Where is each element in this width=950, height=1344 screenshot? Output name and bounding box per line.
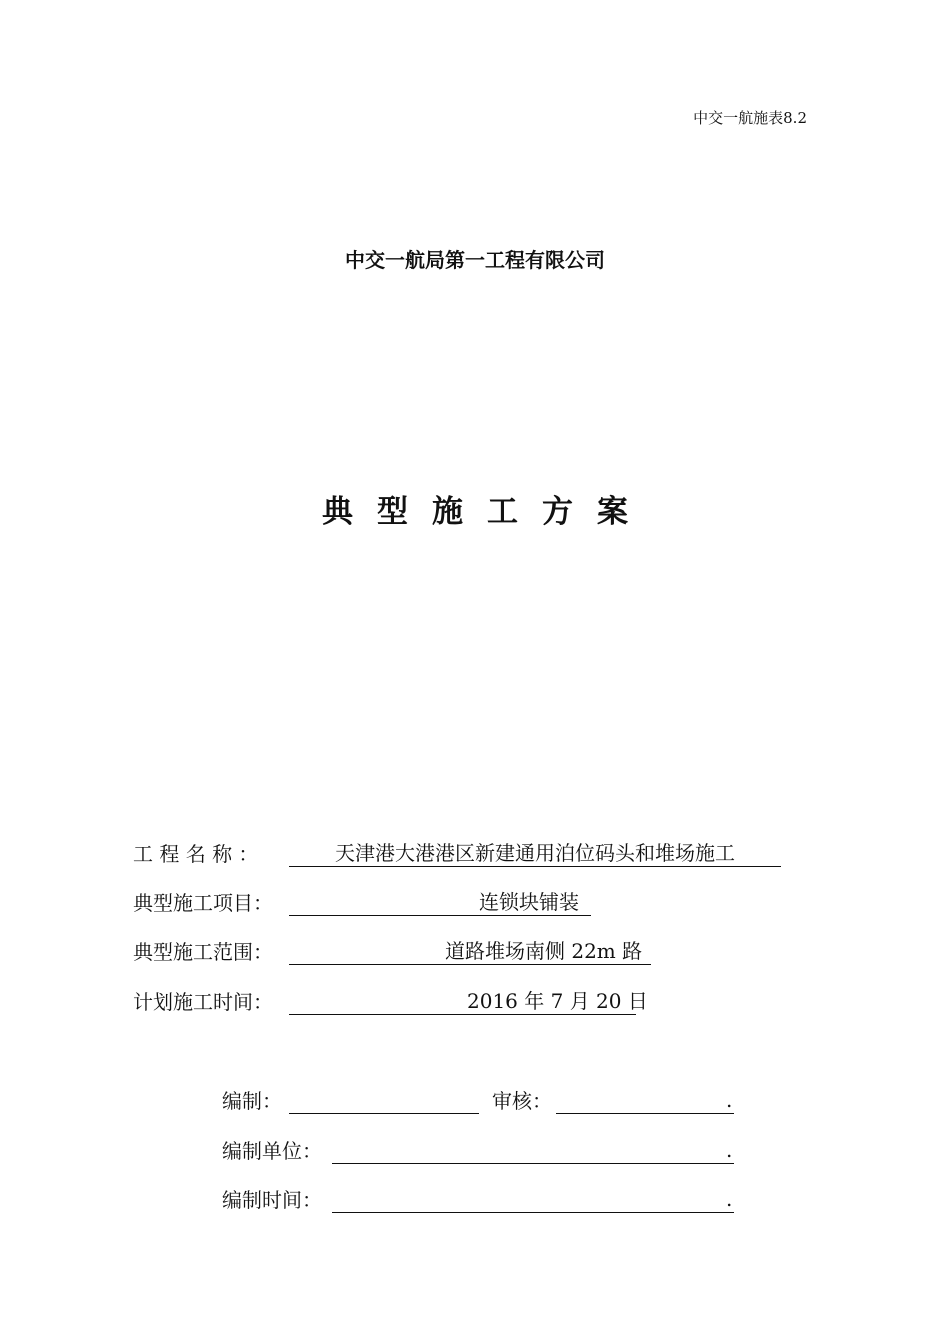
prepared-by-label: 编制： <box>222 1089 282 1113</box>
company-name: 中交一航局第一工程有限公司 <box>345 248 605 272</box>
end-mark: . <box>726 1187 733 1211</box>
signature-unit <box>222 1137 733 1165</box>
field-planned-time <box>133 988 648 1016</box>
end-mark: . <box>726 1088 733 1112</box>
field-construction-scope <box>133 938 643 966</box>
field-value: 连锁块铺装 <box>479 890 579 914</box>
field-construction-item <box>133 889 579 917</box>
form-code: 中交一航施表8.2 <box>693 109 807 127</box>
field-label: 计划施工时间： <box>133 990 273 1014</box>
field-underline <box>289 938 651 965</box>
end-mark: . <box>726 1138 733 1162</box>
unit-label: 编制单位： <box>222 1139 322 1163</box>
field-value: 天津港大港港区新建通用泊位码头和堆场施工 <box>335 841 735 865</box>
date-label: 编制时间： <box>222 1188 322 1212</box>
field-value: 道路堆场南侧 22m 路 <box>445 939 643 963</box>
field-label: 典型施工项目： <box>133 891 273 915</box>
date-line <box>332 1186 734 1213</box>
field-underline <box>289 988 648 1015</box>
field-value: 2016 年 7 月 20 日 <box>467 989 648 1013</box>
document-title: 典型施工方案 <box>322 494 652 530</box>
reviewed-by-label: 审核： <box>492 1089 552 1113</box>
field-label: 典型施工范围： <box>133 940 273 964</box>
field-project-name <box>133 840 735 868</box>
signature-date <box>222 1186 733 1214</box>
field-label: 工 程 名 称 ： <box>133 842 259 866</box>
field-underline <box>289 889 591 916</box>
reviewed-by-line <box>556 1087 734 1114</box>
signature-prepared-reviewed <box>222 1087 733 1115</box>
unit-line <box>332 1137 734 1164</box>
field-underline <box>289 840 781 867</box>
prepared-by-line <box>289 1087 479 1114</box>
